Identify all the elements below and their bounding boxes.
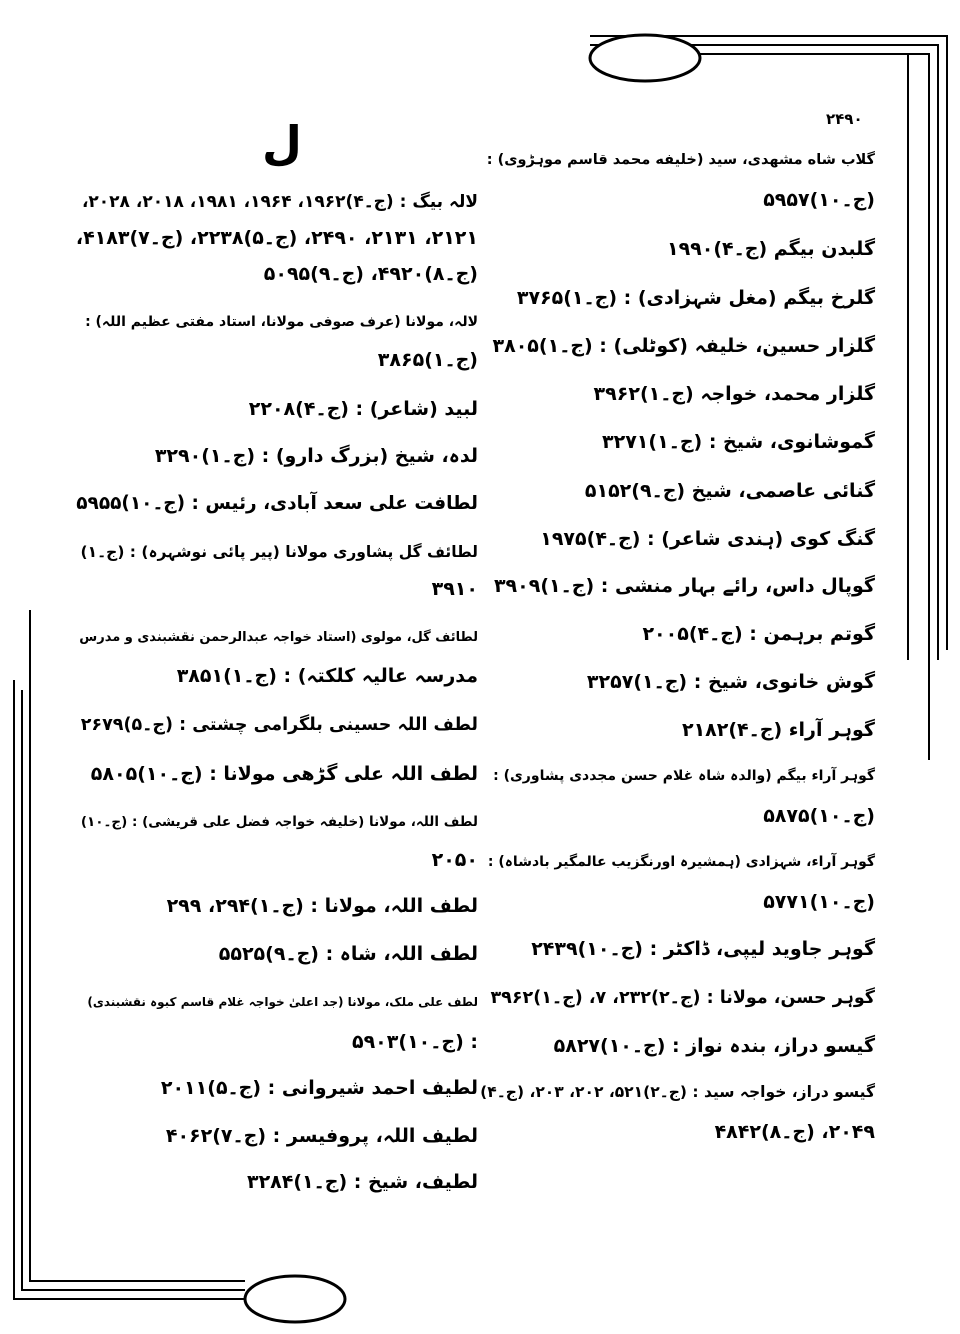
index-entry: لدہ، شیخ (بزرگ دارو) : (ج۔۱)۳۲۹۰ — [154, 445, 478, 467]
index-entry: لطف اللہ، مولانا : (ج۔۱)۲۹۴، ۲۹۹ — [166, 895, 478, 917]
index-entry: لطافت علی سعد آبادی، رئیس : (ج۔۱۰)۵۹۵۵ — [76, 493, 478, 514]
index-entry: لبید (شاعر) : (ج۔۴)۲۲۰۸ — [248, 398, 478, 420]
section-letter: ل — [262, 116, 302, 170]
index-entry: لطائف گل، مولوی (استاد خواجہ عبدالرحمن نقشبندی و مدرس — [79, 630, 478, 645]
index-entry: مدرسہ عالیہ کلکتہ) : (ج۔۱)۳۸۵۱ — [176, 665, 478, 687]
index-entry: لطیف اللہ، پروفیسر : (ج۔۷)۴۰۶۲ — [165, 1125, 478, 1147]
index-entry: : (ج۔۱۰)۵۹۰۳ — [351, 1031, 478, 1053]
index-entry: لطیف احمد شیروانی : (ج۔۵)۲۰۱۱ — [160, 1077, 478, 1099]
index-entry: لطف اللہ، شاہ : (ج۔۹)۵۵۲۵ — [218, 943, 478, 965]
index-entry: لطف اللہ علی گڑھی مولانا : (ج۔۱۰)۵۸۰۵ — [90, 763, 478, 785]
index-entry: لطف اللہ، مولانا (خلیفہ خواجہ فضل علی قریشی) : (ج۔۱۰) — [80, 814, 478, 830]
page-number: ۲۴۹۰ — [826, 110, 863, 128]
left-border-line-inner — [30, 610, 245, 1281]
index-entry: لطف علی ملک، مولانا (جد اعلیٰ خواجہ غلام قاسم کبوہ نقشبندی) — [87, 995, 478, 1009]
index-entry: (ج۔۱۰)۵۷۷۱ — [763, 891, 875, 913]
index-entry: گموشانوی، شیخ : (ج۔۱)۳۲۷۱ — [602, 431, 875, 453]
index-entry: گوتم برہمن : (ج۔۴)۲۰۰۵ — [642, 623, 875, 645]
top-ornament-oval — [590, 35, 700, 81]
index-entry: گوہر آراء (ج۔۴)۲۱۸۲ — [681, 719, 875, 741]
index-entry: لطف اللہ حسینی بلگرامی چشتی : (ج۔۵)۲۶۷۹ — [80, 715, 478, 735]
index-entry: ۳۹۱۰ — [431, 578, 478, 600]
index-entry: گوہر جاوید لیپی، ڈاکٹر : (ج۔۱۰)۲۴۳۹ — [531, 938, 875, 960]
index-entry: گوش خانوی، شیخ : (ج۔۱)۳۲۵۷ — [586, 671, 875, 693]
index-entry: ۲۰۵۰ — [431, 849, 478, 871]
index-entry: گوہر آراء بیگم (والدہ شاہ غلام حسن مجددی پشاوری) : — [493, 768, 875, 784]
index-entry: لطیف، شیخ : (ج۔۱)۳۲۸۴ — [246, 1171, 478, 1193]
index-entry: (ج۔۸)۴۹۲۰، (ج۔۹)۵۰۹۵ — [263, 263, 478, 285]
index-entry: گنائی عاصمی، شیخ (ج۔۹)۵۱۵۲ — [584, 480, 875, 502]
index-entry: گوہر حسن، مولانا : (ج۔۲)۲۳۲، ۷، (ج۔۱)۳۹۶۲ — [490, 988, 875, 1008]
index-entry: گلزار محمد، خواجہ (ج۔۱)۳۹۶۲ — [593, 383, 875, 405]
index-entry: ۲۰۴۹، (ج۔۸)۴۸۴۲ — [714, 1121, 875, 1143]
index-entry: گلاب شاه مشهدی، سید (خلیفه محمد قاسم موہڑوی) : — [486, 152, 875, 168]
index-entry: گوپال داس، رائے بہار منشی : (ج۔۱)۳۹۰۹ — [493, 575, 875, 597]
index-entry: گیسو دراز، خواجہ سید : (ج۔۲)۵۲۱، ۲۰۲، ۲۰۳، (ج۔۴) — [480, 1083, 875, 1101]
index-entry: گلرخ بیگم (مغل شہزادی) : (ج۔۱)۳۷۶۵ — [516, 287, 875, 309]
index-entry: گلزار حسین، خلیفہ (کوٹلی) : (ج۔۱)۳۸۰۵ — [492, 335, 875, 357]
bottom-ornament-oval — [245, 1276, 345, 1322]
index-entry: (ج۔۱۰)۵۹۵۷ — [763, 189, 875, 211]
index-entry: لالہ بیگ : (ج۔۴)۱۹۶۲، ۱۹۶۴، ۱۹۸۱، ۲۰۱۸، ۲۰۲۸، — [81, 192, 478, 212]
index-entry: (ج۔۱)۳۸۶۵ — [377, 349, 478, 371]
index-entry: (ج۔۱۰)۵۸۷۵ — [763, 805, 875, 827]
index-entry: لالہ، مولانا (عرف صوفی مولانا، استاد مفتی عظیم اللہ) : — [85, 314, 478, 330]
index-entry: گیسو دراز، بندہ نواز : (ج۔۱۰)۵۸۲۷ — [553, 1035, 875, 1057]
index-entry: ۲۱۲۱، ۲۱۳۱، ۲۴۹۰، (ج۔۵)۲۲۳۸، (ج۔۷)۴۱۸۳، — [75, 227, 478, 249]
index-entry: گلبدن بیگم (ج۔۴)۱۹۹۰ — [666, 238, 875, 260]
index-entry: لطائف گل پشاوری مولانا (پیر پائی نوشہرہ) : (ج۔۱) — [80, 543, 478, 561]
index-entry: گوہر آراء، شہزادی (ہمشیرہ اورنگزیب عالمگیر بادشاہ) : — [487, 854, 875, 870]
index-entry: گنگ کوی (ہندی شاعر) : (ج۔۴)۱۹۷۵ — [540, 528, 875, 550]
